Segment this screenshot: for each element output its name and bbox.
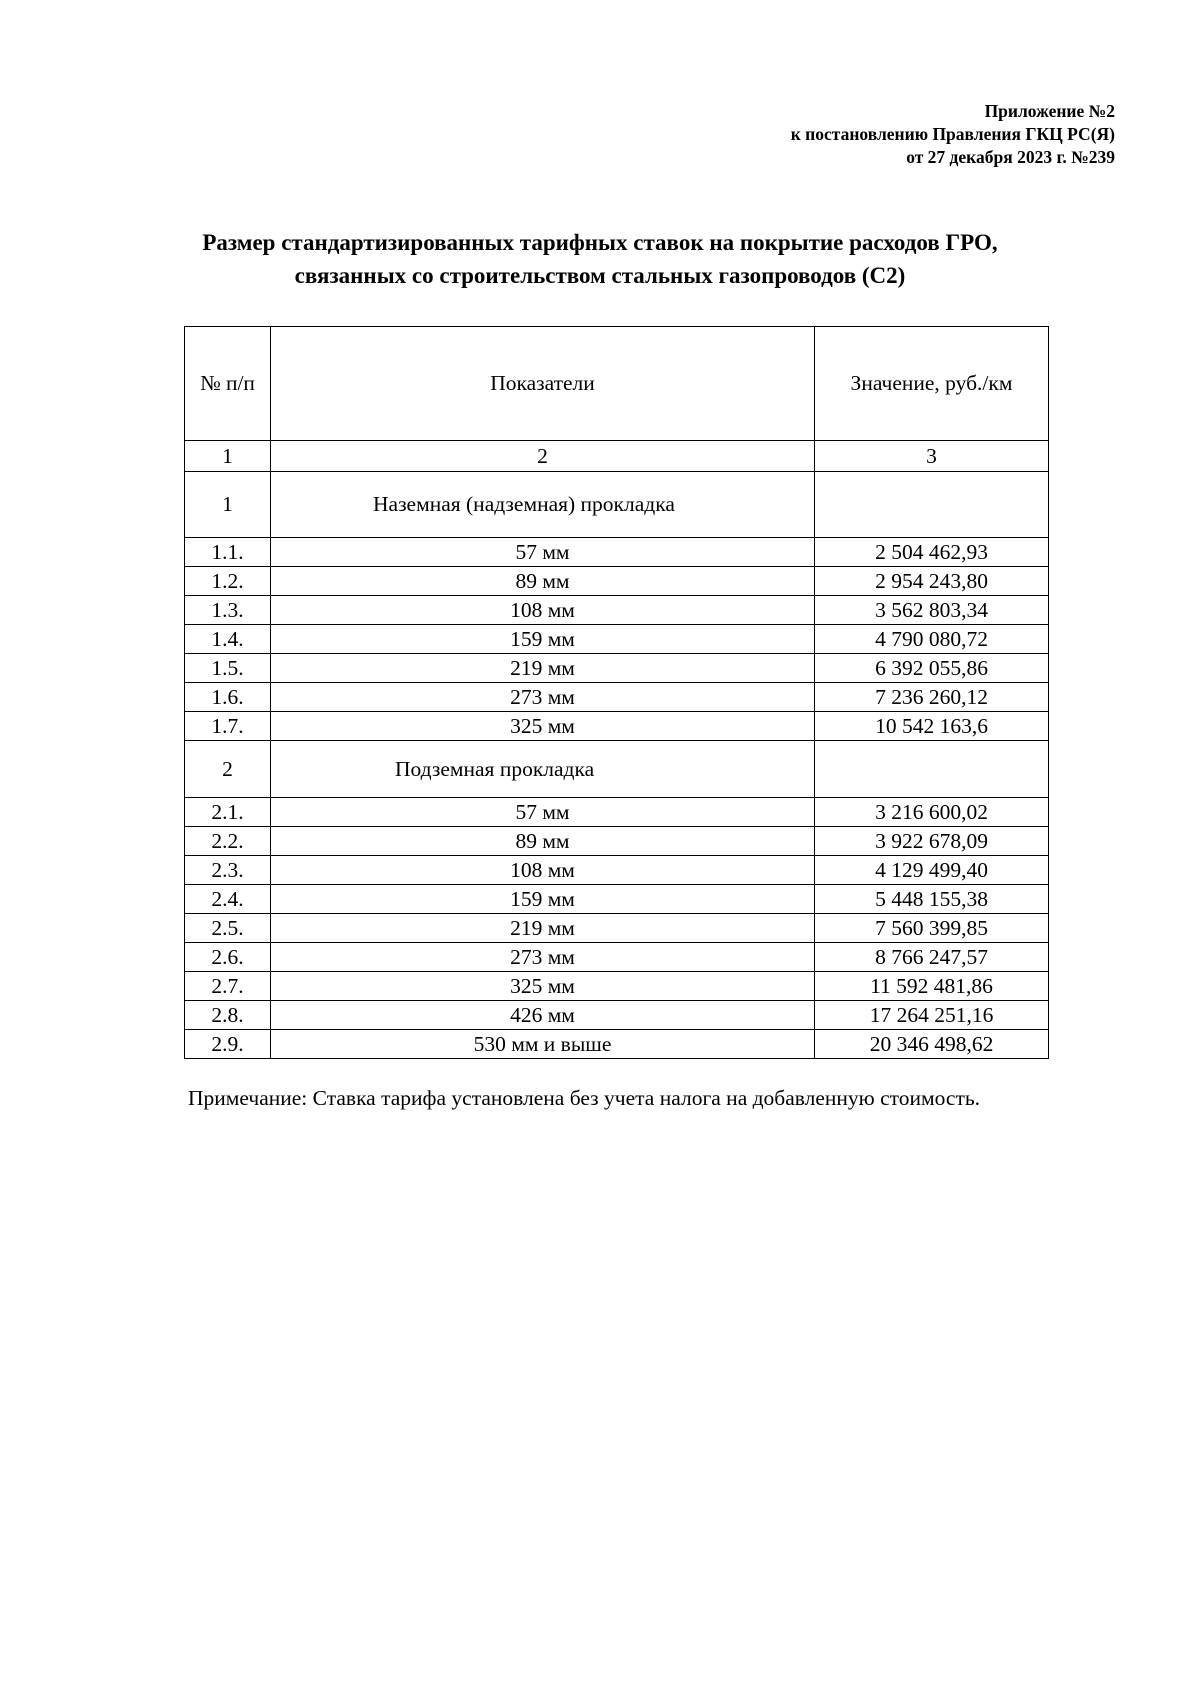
row-diameter: 159 мм [271,885,815,914]
row-number: 2.9. [185,1030,271,1059]
document-title-line-2: связанных со строительством стальных газопроводов (С2) [294,263,906,288]
table-row [185,596,1049,625]
row-diameter: 273 мм [271,943,815,972]
column-number-1: 1 [185,441,271,472]
row-value: 2 954 243,80 [815,567,1049,596]
column-number-row [185,441,1049,472]
column-number-3: 3 [815,441,1049,472]
row-number: 2.5. [185,914,271,943]
row-diameter: 426 мм [271,1001,815,1030]
row-number: 2.2. [185,827,271,856]
row-number: 1.3. [185,596,271,625]
row-diameter: 273 мм [271,683,815,712]
row-diameter: 325 мм [271,972,815,1001]
table-row [185,538,1049,567]
table-row [185,567,1049,596]
section-row [185,472,1049,538]
row-value: 10 542 163,6 [815,712,1049,741]
table-row [185,712,1049,741]
section-number: 1 [185,472,271,538]
table-row [185,856,1049,885]
row-diameter: 325 мм [271,712,815,741]
section-number: 2 [185,741,271,798]
row-diameter: 159 мм [271,625,815,654]
row-number: 1.6. [185,683,271,712]
row-diameter: 108 мм [271,856,815,885]
row-diameter: 57 мм [271,538,815,567]
column-header-indicators: Показатели [271,327,815,441]
row-value: 7 236 260,12 [815,683,1049,712]
table-row [185,1030,1049,1059]
row-diameter: 219 мм [271,654,815,683]
row-number: 1.4. [185,625,271,654]
row-diameter: 89 мм [271,827,815,856]
row-number: 1.1. [185,538,271,567]
row-value: 3 922 678,09 [815,827,1049,856]
row-diameter: 89 мм [271,567,815,596]
column-number-2: 2 [271,441,815,472]
appendix-date: от 27 декабря 2023 г. №239 [906,147,1115,167]
table-row [185,798,1049,827]
row-value: 7 560 399,85 [815,914,1049,943]
section-value-empty [815,741,1049,798]
row-diameter: 219 мм [271,914,815,943]
row-number: 2.6. [185,943,271,972]
table-row [185,972,1049,1001]
section-row [185,741,1049,798]
row-diameter: 57 мм [271,798,815,827]
table-row [185,943,1049,972]
appendix-header [791,100,1115,169]
document-title [0,226,1200,292]
row-number: 2.7. [185,972,271,1001]
row-value: 6 392 055,86 [815,654,1049,683]
row-value: 11 592 481,86 [815,972,1049,1001]
row-value: 2 504 462,93 [815,538,1049,567]
row-number: 1.5. [185,654,271,683]
tariff-table [184,326,1049,1059]
row-number: 1.2. [185,567,271,596]
row-number: 2.8. [185,1001,271,1030]
table-row [185,885,1049,914]
row-diameter: 108 мм [271,596,815,625]
row-value: 3 562 803,34 [815,596,1049,625]
table-row [185,625,1049,654]
table-row [185,654,1049,683]
row-value: 4 790 080,72 [815,625,1049,654]
table-row [185,1001,1049,1030]
appendix-number: Приложение №2 [984,101,1115,121]
document-title-line-1: Размер стандартизированных тарифных ставок на покрытие расходов ГРО, [202,230,998,255]
row-value: 17 264 251,16 [815,1001,1049,1030]
row-value: 5 448 155,38 [815,885,1049,914]
row-number: 1.7. [185,712,271,741]
footnote: Примечание: Ставка тарифа установлена без учета налога на добавленную стоимость. [188,1086,981,1110]
table-row [185,827,1049,856]
table-header-row [185,327,1049,441]
column-header-value: Значение, руб./км [815,327,1049,441]
row-value: 8 766 247,57 [815,943,1049,972]
row-number: 2.4. [185,885,271,914]
section-label: Наземная (надземная) прокладка [271,472,815,538]
section-label: Подземная прокладка [271,741,815,798]
row-value: 4 129 499,40 [815,856,1049,885]
appendix-resolution-ref: к постановлению Правления ГКЦ РС(Я) [790,124,1115,144]
table-row [185,683,1049,712]
row-number: 2.3. [185,856,271,885]
row-diameter: 530 мм и выше [271,1030,815,1059]
column-header-number: № п/п [185,327,271,441]
row-value: 3 216 600,02 [815,798,1049,827]
section-value-empty [815,472,1049,538]
row-number: 2.1. [185,798,271,827]
row-value: 20 346 498,62 [815,1030,1049,1059]
table-row [185,914,1049,943]
